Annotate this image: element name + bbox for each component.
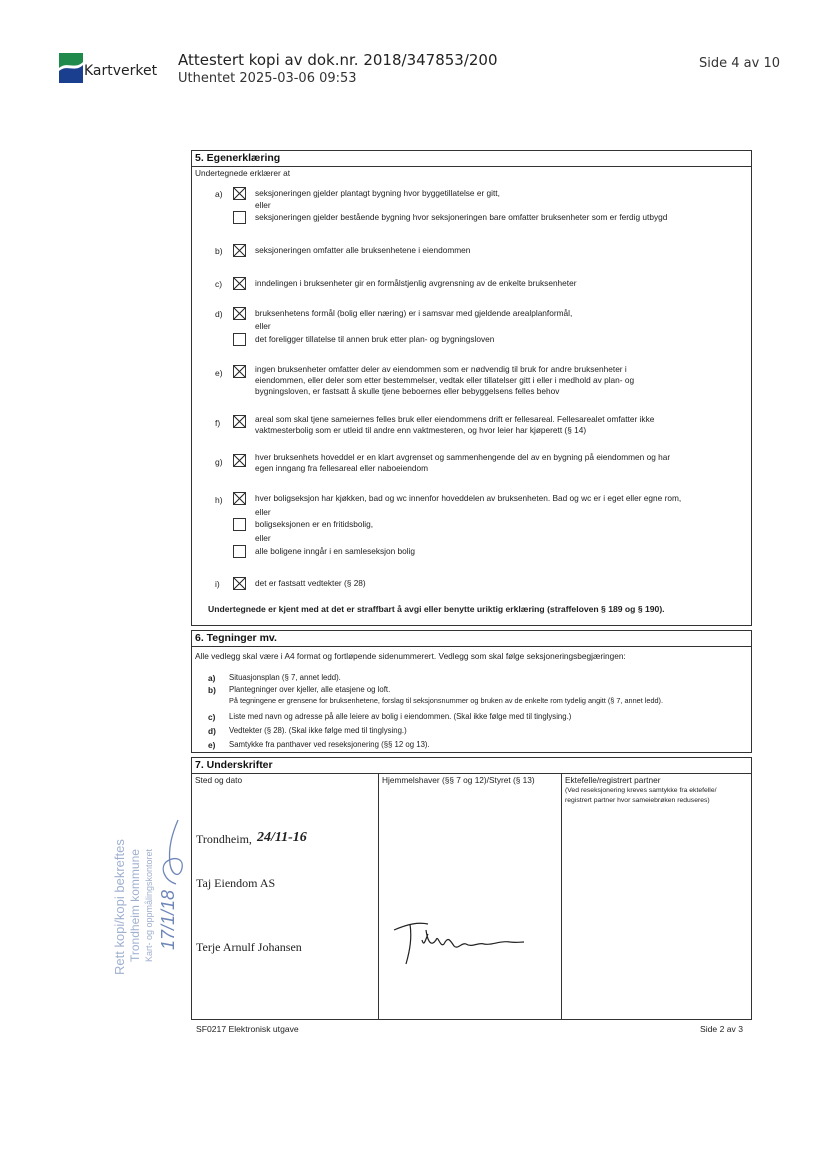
- attachment-c-text: Liste med navn og adresse på alle leiere av bolig i eiendommen. (Skal ikke følge med til tinglysing.): [229, 712, 572, 721]
- item-h-alt-1-text: boligseksjonen er en fritidsbolig,: [255, 519, 374, 529]
- item-h-or-2: eller: [255, 533, 271, 543]
- footer-page: Side 2 av 3: [700, 1024, 743, 1034]
- logo-text: Kartverket: [84, 63, 158, 79]
- signature-date: 24/11-16: [257, 830, 307, 845]
- item-b-letter: b): [215, 246, 223, 256]
- checkbox-a-alt[interactable]: [233, 211, 246, 224]
- kartverket-logo-icon: [59, 53, 83, 83]
- page-number: Side 4 av 10: [699, 56, 780, 71]
- item-g-line-1: hver bruksenhets hoveddel er en klart avgrenset og sammenhengende del av en bygning på eiendommen og har: [255, 452, 671, 462]
- checkbox-h[interactable]: [233, 492, 246, 505]
- item-i-text: det er fastsatt vedtekter (§ 28): [255, 578, 366, 588]
- checkbox-d-alt[interactable]: [233, 333, 246, 346]
- item-g-line-2: egen inngang fra fellesareal eller naboeiendom: [255, 463, 428, 473]
- checkbox-e[interactable]: [233, 365, 246, 378]
- item-e-line-3: bygningsloven, er fastsatt å skulle tjene beboernes eller bebyggelsens felles behov: [255, 386, 560, 396]
- item-f-line-1: areal som skal tjene sameiernes felles bruk eller eiendommens drift er fellesareal. Fellesarealet omfatter ikke: [255, 414, 655, 424]
- section-5-title: 5. Egenerklæring: [195, 152, 281, 164]
- checkbox-f[interactable]: [233, 415, 246, 428]
- signature-person: Terje Arnulf Johansen: [196, 940, 302, 954]
- section-6-title-divider: [191, 646, 752, 647]
- section-5-intro: Undertegnede erklærer at: [195, 168, 291, 178]
- checkbox-g[interactable]: [233, 454, 246, 467]
- item-a-or: eller: [255, 200, 271, 210]
- item-d-letter: d): [215, 309, 223, 319]
- checkbox-h-alt-1[interactable]: [233, 518, 246, 531]
- section-7-column-divider-1: [378, 773, 379, 1020]
- handwritten-signature-icon: [388, 918, 528, 966]
- attachment-b-letter: b): [208, 685, 216, 695]
- item-f-letter: f): [215, 418, 221, 428]
- column-spouse-note-2: registrert partner hvor sameiebrøken reduseres): [565, 797, 710, 804]
- document-title: Attestert kopi av dok.nr. 2018/347853/200: [178, 51, 498, 69]
- item-f-line-2: vaktmesterbolig som er utleid til andre enn vaktmesteren, og hvor leier har kjøperett (§ 14): [255, 425, 587, 435]
- item-g-letter: g): [215, 457, 223, 467]
- attachment-c-letter: c): [208, 712, 216, 722]
- item-d-alt-text: det foreligger tillatelse til annen bruk etter plan- og bygningsloven: [255, 334, 495, 344]
- attachment-a-letter: a): [208, 673, 216, 683]
- item-c-letter: c): [215, 279, 223, 289]
- attachment-b-text: Plantegninger over kjeller, alle etasjene og loft.: [229, 685, 391, 694]
- column-spouse-label: Ektefelle/registrert partner: [565, 775, 661, 785]
- checkbox-d[interactable]: [233, 307, 246, 320]
- stamp-line-3: Kart- og oppmålingskontoret: [144, 848, 154, 962]
- column-owner-label: Hjemmelshaver (§§ 7 og 12)/Styret (§ 13): [382, 775, 535, 785]
- retrieved-date: Uthentet 2025-03-06 09:53: [178, 71, 357, 86]
- item-c-text: inndelingen i bruksenheter gir en formålstjenlig avgrensning av de enkelte bruksenheter: [255, 278, 577, 288]
- item-a-text: seksjoneringen gjelder plantagt bygning hvor byggetillatelse er gitt,: [255, 188, 500, 198]
- item-b-text: seksjoneringen omfatter alle bruksenhetene i eiendommen: [255, 245, 471, 255]
- checkbox-h-alt-2[interactable]: [233, 545, 246, 558]
- item-h-alt-2-text: alle boligene inngår i en samleseksjon bolig: [255, 546, 416, 556]
- stamp-date: 17/1/18: [158, 889, 178, 950]
- section-7-title: 7. Underskrifter: [195, 759, 273, 771]
- item-h-letter: h): [215, 495, 223, 505]
- item-a-letter: a): [215, 189, 223, 199]
- section-7-title-divider: [191, 773, 752, 774]
- false-declaration-warning: Undertegnede er kjent med at det er straffbart å avgi eller benytte uriktig erklæring (straffeloven § 189 og § 190).: [208, 604, 665, 614]
- column-place-date-label: Sted og dato: [195, 775, 243, 785]
- item-e-line-2: eiendommen, eller deler som etter bestemmelser, vedtak eller tillatelser gitt i eller i medhold av plan- og: [255, 375, 635, 385]
- item-d-or: eller: [255, 321, 271, 331]
- checkbox-b[interactable]: [233, 244, 246, 257]
- signature-company: Taj Eiendom AS: [196, 876, 276, 890]
- stamp-initials-icon: [158, 818, 188, 888]
- checkbox-i[interactable]: [233, 577, 246, 590]
- item-e-line-1: ingen bruksenheter omfatter deler av eiendommen som er nødvendig til bruk for andre bruksenheter i: [255, 364, 627, 374]
- column-spouse-note-1: (Ved reseksjonering kreves samtykke fra ektefelle/: [565, 787, 717, 794]
- item-h-or-1: eller: [255, 507, 271, 517]
- section-6-intro: Alle vedlegg skal være i A4 format og fortløpende sidenummerert. Vedlegg som skal følge seksjoneringsbegjæringen:: [195, 651, 626, 661]
- signature-place: Trondheim,: [196, 832, 252, 846]
- item-a-alt-text: seksjoneringen gjelder bestående bygning hvor seksjoneringen bare omfatter bruksenheter som er ferdig utbygd: [255, 212, 668, 222]
- attachment-e-text: Samtykke fra panthaver ved reseksjonering (§§ 12 og 13).: [229, 740, 430, 749]
- item-e-letter: e): [215, 368, 223, 378]
- checkbox-c[interactable]: [233, 277, 246, 290]
- item-h-text: hver boligseksjon har kjøkken, bad og wc innenfor hoveddelen av bruksenheten. Bad og wc er i eget eller egne rom,: [255, 493, 682, 503]
- attachment-b-subtext: På tegningene er grensene for bruksenhetene, forslag til seksjonsnummer og bruken av de enkelte rom tydelig angitt (§ 7, annet ledd).: [229, 696, 664, 705]
- checkbox-a[interactable]: [233, 187, 246, 200]
- footer-form-id: SF0217 Elektronisk utgave: [196, 1024, 299, 1034]
- stamp-line-1: Rett kopi/kopi bekreftes: [112, 839, 127, 975]
- attachment-e-letter: e): [208, 740, 216, 750]
- section-6-title: 6. Tegninger mv.: [195, 632, 277, 644]
- attachment-d-text: Vedtekter (§ 28). (Skal ikke følge med til tinglysing.): [229, 726, 407, 735]
- attachment-a-text: Situasjonsplan (§ 7, annet ledd).: [229, 673, 341, 682]
- item-i-letter: i): [215, 579, 220, 589]
- section-5-title-divider: [191, 166, 752, 167]
- attachment-d-letter: d): [208, 726, 216, 736]
- section-7-column-divider-2: [561, 773, 562, 1020]
- stamp-line-2: Trondheim kommune: [128, 849, 142, 962]
- item-d-text: bruksenhetens formål (bolig eller næring) er i samsvar med gjeldende arealplanformål,: [255, 308, 573, 318]
